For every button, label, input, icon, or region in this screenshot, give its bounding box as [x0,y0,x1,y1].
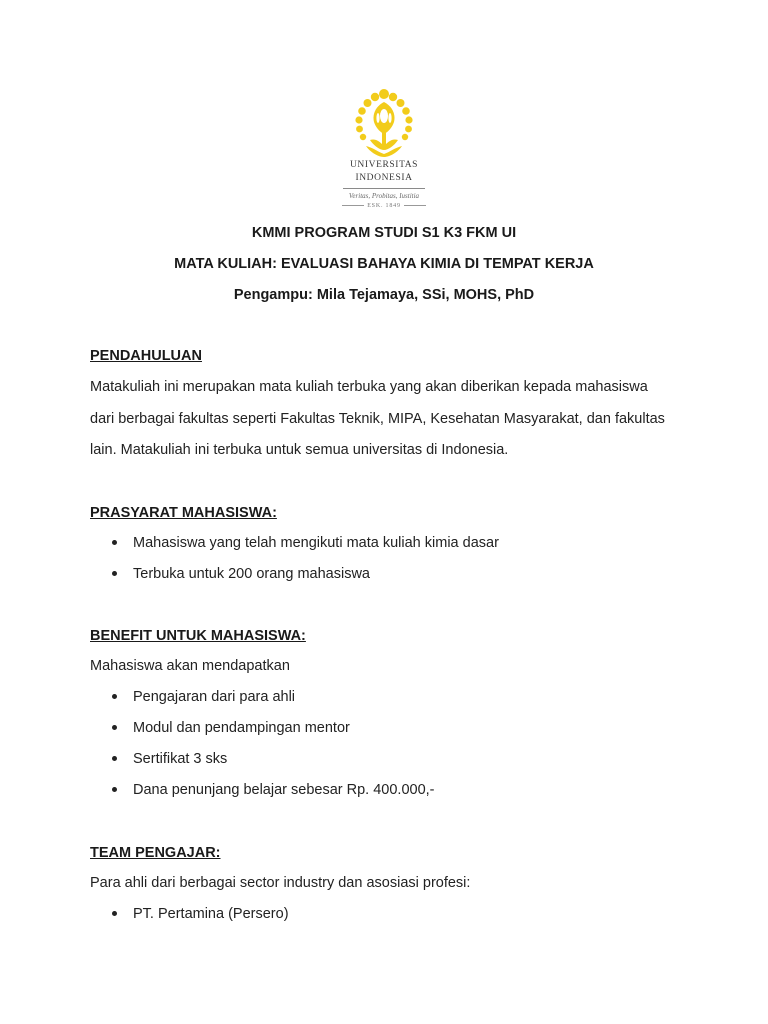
paragraph-line: lain. Matakuliah ini terbuka untuk semua universitas di Indonesia. [90,442,509,458]
section-heading-prasyarat: PRASYARAT MAHASISWA: [90,505,277,521]
bullet-icon [112,571,117,576]
bullet-icon [112,540,117,545]
paragraph-line: dari berbagai fakultas seperti Fakultas Teknik, MIPA, Kesehatan Masyarakat, dan fakultas [90,410,665,427]
logo-divider [343,188,425,189]
team-intro: Para ahli dari berbagai sector industry dan asosiasi profesi: [90,875,471,891]
section-heading-team: TEAM PENGAJAR: [90,845,221,861]
section-heading-benefit: BENEFIT UNTUK MAHASISWA: [90,628,306,644]
list-item: Dana penunjang belajar sebesar Rp. 400.000,- [112,782,435,798]
bullet-icon [112,694,117,699]
list-item: Sertifikat 3 sks [112,751,227,767]
section-heading-pendahuluan: PENDAHULUAN [90,348,202,364]
logo-motto: Veritas, Probitas, Iustitia [348,192,420,200]
bullet-icon [112,756,117,761]
list-item: PT. Pertamina (Persero) [112,906,289,922]
lecturer-title: Pengampu: Mila Tejamaya, SSi, MOHS, PhD [233,287,535,303]
logo-established: ESK. 1849 [334,203,434,210]
list-item: Pengajaran dari para ahli [112,689,295,705]
list-item: Terbuka untuk 200 orang mahasiswa [112,566,370,582]
logo-name-line1: UNIVERSITAS [349,160,419,170]
bullet-icon [112,911,117,916]
document-title: KMMI PROGRAM STUDI S1 K3 FKM UI [251,225,517,241]
list-item: Mahasiswa yang telah mengikuti mata kuliah kimia dasar [112,535,499,551]
list-item: Modul dan pendampingan mentor [112,720,350,736]
course-title: MATA KULIAH: EVALUASI BAHAYA KIMIA DI TEMPAT KERJA [174,256,594,272]
makara-emblem-icon [352,88,416,158]
university-logo [334,88,434,210]
logo-name-line2: INDONESIA [355,173,413,183]
pendahuluan-paragraph [90,372,690,467]
paragraph-line: Matakuliah ini merupakan mata kuliah terbuka yang akan diberikan kepada mahasiswa [90,379,648,395]
bullet-icon [112,725,117,730]
benefit-intro: Mahasiswa akan mendapatkan [90,658,290,674]
bullet-icon [112,787,117,792]
